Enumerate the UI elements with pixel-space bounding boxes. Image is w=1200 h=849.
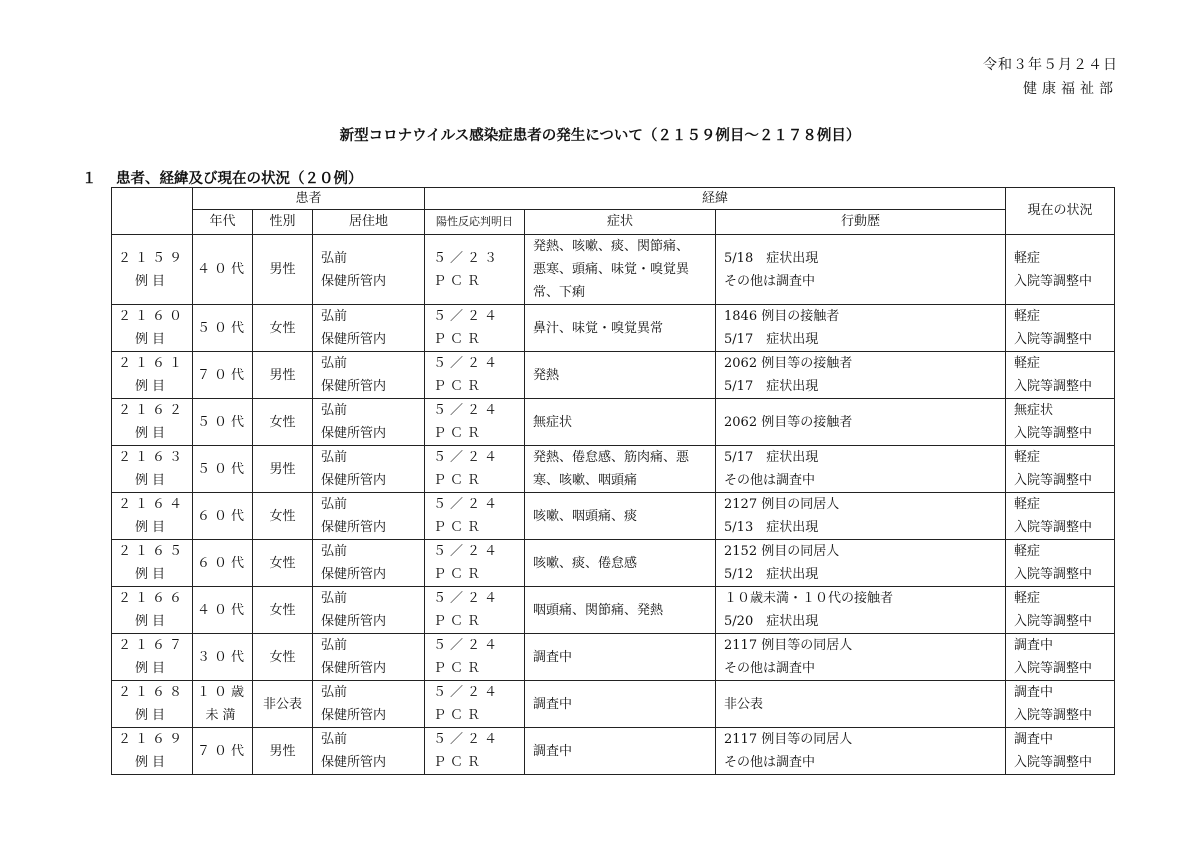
residence-cell-line: 弘前 bbox=[321, 638, 348, 653]
residence-cell-line: 保健所管内 bbox=[321, 520, 387, 535]
positive-date-cell-line: ＰＣＲ bbox=[433, 614, 485, 629]
case-number-cell bbox=[112, 446, 193, 493]
activity-cell-line: 2127 例目の同居人 bbox=[724, 497, 840, 512]
status-cell-line: 入院等調整中 bbox=[1014, 708, 1093, 723]
positive-date-cell-line: ＰＣＲ bbox=[433, 708, 485, 723]
case-number-cell-line: 例目 bbox=[134, 426, 169, 441]
positive-date-cell-line: ５／２４ bbox=[433, 309, 502, 324]
symptoms-cell-line: 寒、咳嗽、咽頭痛 bbox=[533, 473, 638, 488]
case-rows bbox=[112, 235, 1115, 775]
positive-date-cell-line: ５／２４ bbox=[433, 450, 502, 465]
positive-date-cell bbox=[425, 540, 525, 587]
section-number: １ bbox=[82, 171, 97, 187]
symptoms-cell bbox=[525, 728, 716, 775]
age-cell bbox=[193, 634, 253, 681]
case-number-cell-line: ２１５９ bbox=[117, 250, 186, 266]
section-label: 患者、経緯及び現在の状況（２０例） bbox=[116, 171, 363, 187]
status-cell-line: 無症状 bbox=[1014, 403, 1054, 418]
status-cell bbox=[1006, 681, 1115, 728]
age-cell bbox=[193, 493, 253, 540]
case-number-cell-line: ２１６４ bbox=[117, 497, 186, 512]
activity-cell bbox=[716, 634, 1006, 681]
sex-cell: 男性 bbox=[253, 352, 313, 399]
residence-cell-line: 保健所管内 bbox=[321, 661, 387, 676]
document-title: 新型コロナウイルス感染症患者の発生について（２１５９例目～２１７８例目） bbox=[339, 128, 861, 144]
status-cell-line: 入院等調整中 bbox=[1014, 567, 1093, 582]
symptoms-header: 症状 bbox=[525, 210, 716, 235]
case-number-cell-line: ２１６１ bbox=[117, 356, 186, 371]
symptoms-cell bbox=[525, 352, 716, 399]
case-number-cell bbox=[112, 540, 193, 587]
symptoms-cell-line: 発熱、咳嗽、痰、関節痛、 bbox=[533, 239, 690, 254]
positive-date-cell-line: ＰＣＲ bbox=[433, 379, 485, 394]
table-row bbox=[112, 728, 1115, 775]
residence-cell-line: 保健所管内 bbox=[321, 473, 387, 488]
residence-cell bbox=[313, 493, 425, 540]
section-heading bbox=[82, 167, 363, 188]
positive-date-cell-line: ＰＣＲ bbox=[433, 332, 485, 347]
age-cell bbox=[193, 587, 253, 634]
residence-cell-line: 弘前 bbox=[321, 544, 348, 559]
activity-cell bbox=[716, 446, 1006, 493]
residence-cell-line: 保健所管内 bbox=[321, 708, 387, 723]
status-cell-line: 入院等調整中 bbox=[1014, 273, 1093, 289]
symptoms-cell-line: 鼻汁、味覚・嗅覚異常 bbox=[533, 320, 664, 336]
status-cell-line: 入院等調整中 bbox=[1014, 755, 1093, 770]
history-group-header: 経緯 bbox=[425, 188, 1006, 210]
case-number-cell bbox=[112, 399, 193, 446]
case-number-cell-line: ２１６３ bbox=[117, 450, 186, 465]
case-number-cell bbox=[112, 681, 193, 728]
activity-cell bbox=[716, 352, 1006, 399]
symptoms-cell-line: 咽頭痛、関節痛、発熱 bbox=[533, 602, 664, 618]
activity-cell-line: その他は調査中 bbox=[724, 473, 816, 488]
activity-cell-line: 5/17 症状出現 bbox=[724, 332, 819, 347]
table-row bbox=[112, 681, 1115, 728]
status-cell bbox=[1006, 634, 1115, 681]
positive-date-cell bbox=[425, 493, 525, 540]
sex-cell: 女性 bbox=[253, 634, 313, 681]
status-cell-line: 入院等調整中 bbox=[1014, 520, 1093, 535]
residence-cell-line: 保健所管内 bbox=[321, 426, 387, 441]
residence-cell bbox=[313, 446, 425, 493]
patient-table bbox=[111, 187, 1115, 775]
status-cell-line: 入院等調整中 bbox=[1014, 473, 1093, 488]
residence-cell-line: 弘前 bbox=[321, 591, 348, 606]
activity-cell bbox=[716, 587, 1006, 634]
status-cell-line: 入院等調整中 bbox=[1014, 332, 1093, 347]
activity-cell-line: 5/12 症状出現 bbox=[724, 567, 819, 582]
age-cell bbox=[193, 399, 253, 446]
positive-date-cell bbox=[425, 728, 525, 775]
residence-cell bbox=[313, 587, 425, 634]
symptoms-cell-line: 無症状 bbox=[533, 414, 573, 430]
residence-cell bbox=[313, 235, 425, 305]
age-cell-line: ６０代 bbox=[196, 508, 248, 524]
document-date: 令和３年５月２４日 bbox=[983, 57, 1118, 73]
case-number-cell-line: 例目 bbox=[134, 332, 169, 347]
case-number-cell-line: 例目 bbox=[134, 379, 169, 394]
residence-cell bbox=[313, 352, 425, 399]
status-cell-line: 調査中 bbox=[1014, 685, 1054, 700]
positive-date-cell-line: ５／２４ bbox=[433, 544, 502, 559]
activity-cell-line: 5/17 症状出現 bbox=[724, 379, 819, 394]
age-cell-line: ６０代 bbox=[196, 555, 248, 571]
department-name: 健康福祉部 bbox=[1023, 81, 1118, 97]
activity-cell-line: 非公表 bbox=[724, 696, 764, 712]
positive-date-cell bbox=[425, 305, 525, 352]
positive-date-cell-line: ５／２４ bbox=[433, 591, 502, 606]
status-cell-line: 軽症 bbox=[1014, 250, 1041, 266]
residence-cell bbox=[313, 634, 425, 681]
case-number-cell-line: ２１６６ bbox=[117, 591, 186, 606]
table-row bbox=[112, 493, 1115, 540]
activity-cell-line: 2117 例目等の同居人 bbox=[724, 638, 853, 653]
age-cell-line: ３０代 bbox=[196, 649, 248, 665]
table-row bbox=[112, 399, 1115, 446]
case-number-cell-line: ２１６８ bbox=[117, 685, 186, 700]
activity-cell-line: その他は調査中 bbox=[724, 661, 816, 676]
status-cell bbox=[1006, 399, 1115, 446]
symptoms-cell-line: 発熱 bbox=[533, 367, 560, 383]
symptoms-cell-line: 咳嗽、痰、倦怠感 bbox=[533, 555, 638, 571]
status-cell bbox=[1006, 446, 1115, 493]
positive-date-cell-line: ５／２４ bbox=[433, 732, 502, 747]
residence-cell bbox=[313, 681, 425, 728]
age-cell bbox=[193, 305, 253, 352]
table-row bbox=[112, 540, 1115, 587]
positive-date-cell-line: ５／２３ bbox=[433, 250, 502, 266]
residence-cell-line: 弘前 bbox=[321, 309, 348, 324]
status-cell-line: 入院等調整中 bbox=[1014, 379, 1093, 394]
case-number-cell bbox=[112, 728, 193, 775]
sex-cell: 女性 bbox=[253, 540, 313, 587]
positive-date-cell-line: ５／２４ bbox=[433, 685, 502, 700]
status-cell-line: 軽症 bbox=[1014, 450, 1041, 465]
age-cell bbox=[193, 352, 253, 399]
age-cell-line: ５０代 bbox=[196, 414, 248, 430]
positive-date-cell-line: ＰＣＲ bbox=[433, 426, 485, 441]
case-number-cell-line: 例目 bbox=[134, 755, 169, 770]
symptoms-cell-line: 調査中 bbox=[533, 649, 573, 665]
case-number-header bbox=[112, 188, 193, 235]
residence-cell-line: 弘前 bbox=[321, 685, 348, 700]
activity-cell bbox=[716, 681, 1006, 728]
case-number-cell bbox=[112, 305, 193, 352]
positive-date-cell-line: ５／２４ bbox=[433, 497, 502, 512]
residence-cell-line: 弘前 bbox=[321, 356, 348, 371]
sex-cell: 女性 bbox=[253, 493, 313, 540]
symptoms-cell bbox=[525, 634, 716, 681]
status-cell bbox=[1006, 587, 1115, 634]
activity-cell-line: 2152 例目の同居人 bbox=[724, 544, 840, 559]
activity-cell-line: その他は調査中 bbox=[724, 273, 816, 289]
table-row bbox=[112, 446, 1115, 493]
case-number-cell bbox=[112, 634, 193, 681]
residence-cell-line: 保健所管内 bbox=[321, 273, 387, 289]
sex-cell: 男性 bbox=[253, 235, 313, 305]
positive-date-cell bbox=[425, 587, 525, 634]
status-cell-line: 入院等調整中 bbox=[1014, 614, 1093, 629]
positive-date-cell-line: ＰＣＲ bbox=[433, 661, 485, 676]
sex-cell: 女性 bbox=[253, 305, 313, 352]
residence-cell-line: 弘前 bbox=[321, 250, 348, 266]
status-cell-line: 軽症 bbox=[1014, 497, 1041, 512]
activity-cell bbox=[716, 493, 1006, 540]
status-cell-line: 調査中 bbox=[1014, 638, 1054, 653]
symptoms-cell bbox=[525, 305, 716, 352]
positive-date-cell bbox=[425, 634, 525, 681]
positive-date-header: 陽性反応判明日 bbox=[425, 210, 525, 235]
age-cell bbox=[193, 446, 253, 493]
status-cell bbox=[1006, 235, 1115, 305]
case-number-cell-line: ２１６０ bbox=[117, 309, 186, 324]
table-row bbox=[112, 634, 1115, 681]
age-cell-line: ７０代 bbox=[196, 367, 248, 383]
activity-cell bbox=[716, 235, 1006, 305]
positive-date-cell bbox=[425, 446, 525, 493]
case-number-cell-line: ２１６９ bbox=[117, 732, 186, 747]
activity-cell-line: 2062 例目等の接触者 bbox=[724, 414, 853, 430]
sex-cell: 男性 bbox=[253, 728, 313, 775]
case-number-cell-line: 例目 bbox=[134, 567, 169, 582]
residence-cell-line: 弘前 bbox=[321, 497, 348, 512]
case-number-cell bbox=[112, 587, 193, 634]
positive-date-cell-line: ５／２４ bbox=[433, 403, 502, 418]
symptoms-cell bbox=[525, 587, 716, 634]
activity-cell bbox=[716, 540, 1006, 587]
residence-cell-line: 保健所管内 bbox=[321, 567, 387, 582]
symptoms-cell bbox=[525, 235, 716, 305]
activity-cell-line: 5/20 症状出現 bbox=[724, 614, 819, 629]
activity-header: 行動歴 bbox=[716, 210, 1006, 235]
positive-date-cell-line: ＰＣＲ bbox=[433, 755, 485, 770]
positive-date-cell bbox=[425, 399, 525, 446]
status-header: 現在の状況 bbox=[1006, 188, 1115, 235]
age-cell bbox=[193, 540, 253, 587]
sex-cell: 女性 bbox=[253, 587, 313, 634]
sex-header: 性別 bbox=[253, 210, 313, 235]
residence-cell-line: 弘前 bbox=[321, 403, 348, 418]
residence-cell bbox=[313, 399, 425, 446]
positive-date-cell bbox=[425, 352, 525, 399]
case-number-cell-line: ２１６２ bbox=[117, 403, 186, 418]
age-cell bbox=[193, 681, 253, 728]
symptoms-cell-line: 咳嗽、咽頭痛、痰 bbox=[533, 508, 638, 524]
symptoms-cell-line: 調査中 bbox=[533, 696, 573, 712]
activity-cell-line: 2117 例目等の同居人 bbox=[724, 732, 853, 747]
age-cell-line: ５０代 bbox=[196, 320, 248, 336]
symptoms-cell bbox=[525, 540, 716, 587]
activity-cell bbox=[716, 399, 1006, 446]
case-number-cell-line: 例目 bbox=[134, 708, 169, 723]
residence-cell-line: 保健所管内 bbox=[321, 379, 387, 394]
case-number-cell-line: 例目 bbox=[134, 473, 169, 488]
case-number-cell-line: 例目 bbox=[134, 661, 169, 676]
age-cell-line: １０歳 bbox=[196, 685, 248, 700]
positive-date-cell-line: ＰＣＲ bbox=[433, 520, 485, 535]
age-cell-line: ７０代 bbox=[196, 743, 248, 759]
activity-cell-line: 1846 例目の接触者 bbox=[724, 309, 840, 324]
status-cell bbox=[1006, 728, 1115, 775]
activity-cell-line: 5/18 症状出現 bbox=[724, 250, 819, 266]
positive-date-cell-line: ＰＣＲ bbox=[433, 473, 485, 488]
residence-header: 居住地 bbox=[313, 210, 425, 235]
case-number-cell bbox=[112, 352, 193, 399]
positive-date-cell-line: ５／２４ bbox=[433, 638, 502, 653]
residence-cell bbox=[313, 540, 425, 587]
status-cell bbox=[1006, 352, 1115, 399]
patient-group-header: 患者 bbox=[193, 188, 425, 210]
status-cell bbox=[1006, 493, 1115, 540]
residence-cell-line: 保健所管内 bbox=[321, 755, 387, 770]
symptoms-cell bbox=[525, 399, 716, 446]
residence-cell-line: 保健所管内 bbox=[321, 332, 387, 347]
case-number-cell bbox=[112, 235, 193, 305]
positive-date-cell-line: ＰＣＲ bbox=[433, 567, 485, 582]
age-cell-line: ４０代 bbox=[196, 602, 248, 618]
age-cell-line: ５０代 bbox=[196, 461, 248, 477]
activity-cell bbox=[716, 728, 1006, 775]
symptoms-cell-line: 発熱、倦怠感、筋肉痛、悪 bbox=[533, 450, 690, 465]
status-cell-line: 軽症 bbox=[1014, 544, 1041, 559]
sex-cell: 非公表 bbox=[253, 681, 313, 728]
symptoms-cell bbox=[525, 681, 716, 728]
activity-cell-line: 5/17 症状出現 bbox=[724, 450, 819, 465]
status-cell bbox=[1006, 540, 1115, 587]
age-cell bbox=[193, 728, 253, 775]
residence-cell-line: 弘前 bbox=[321, 732, 348, 747]
positive-date-cell-line: ＰＣＲ bbox=[433, 273, 485, 289]
status-cell-line: 軽症 bbox=[1014, 309, 1041, 324]
case-number-cell-line: ２１６７ bbox=[117, 638, 186, 653]
positive-date-cell bbox=[425, 681, 525, 728]
age-cell bbox=[193, 235, 253, 305]
case-number-cell-line: 例目 bbox=[134, 520, 169, 535]
table-row bbox=[112, 235, 1115, 305]
activity-cell-line: その他は調査中 bbox=[724, 755, 816, 770]
status-cell-line: 入院等調整中 bbox=[1014, 426, 1093, 441]
status-cell-line: 入院等調整中 bbox=[1014, 661, 1093, 676]
sex-cell: 女性 bbox=[253, 399, 313, 446]
status-cell-line: 調査中 bbox=[1014, 732, 1054, 747]
symptoms-cell-line: 悪寒、頭痛、味覚・嗅覚異 bbox=[533, 262, 690, 277]
activity-cell-line: 5/13 症状出現 bbox=[724, 520, 819, 535]
symptoms-cell-line: 常、下痢 bbox=[533, 285, 586, 300]
status-cell-line: 軽症 bbox=[1014, 356, 1041, 371]
age-cell-line: 未満 bbox=[205, 708, 240, 723]
activity-cell-line: 2062 例目等の接触者 bbox=[724, 356, 853, 371]
case-number-cell bbox=[112, 493, 193, 540]
case-number-cell-line: 例目 bbox=[134, 273, 169, 289]
sex-cell: 男性 bbox=[253, 446, 313, 493]
symptoms-cell bbox=[525, 493, 716, 540]
table-row bbox=[112, 587, 1115, 634]
residence-cell-line: 保健所管内 bbox=[321, 614, 387, 629]
activity-cell bbox=[716, 305, 1006, 352]
residence-cell bbox=[313, 728, 425, 775]
symptoms-cell-line: 調査中 bbox=[533, 743, 573, 759]
positive-date-cell-line: ５／２４ bbox=[433, 356, 502, 371]
positive-date-cell bbox=[425, 235, 525, 305]
age-cell-line: ４０代 bbox=[196, 262, 248, 277]
age-header: 年代 bbox=[193, 210, 253, 235]
status-cell bbox=[1006, 305, 1115, 352]
symptoms-cell bbox=[525, 446, 716, 493]
table-row bbox=[112, 305, 1115, 352]
status-cell-line: 軽症 bbox=[1014, 591, 1041, 606]
residence-cell-line: 弘前 bbox=[321, 450, 348, 465]
case-number-cell-line: ２１６５ bbox=[117, 544, 186, 559]
residence-cell bbox=[313, 305, 425, 352]
table-row bbox=[112, 352, 1115, 399]
case-number-cell-line: 例目 bbox=[134, 614, 169, 629]
activity-cell-line: １０歳未満・１０代の接触者 bbox=[724, 591, 894, 606]
